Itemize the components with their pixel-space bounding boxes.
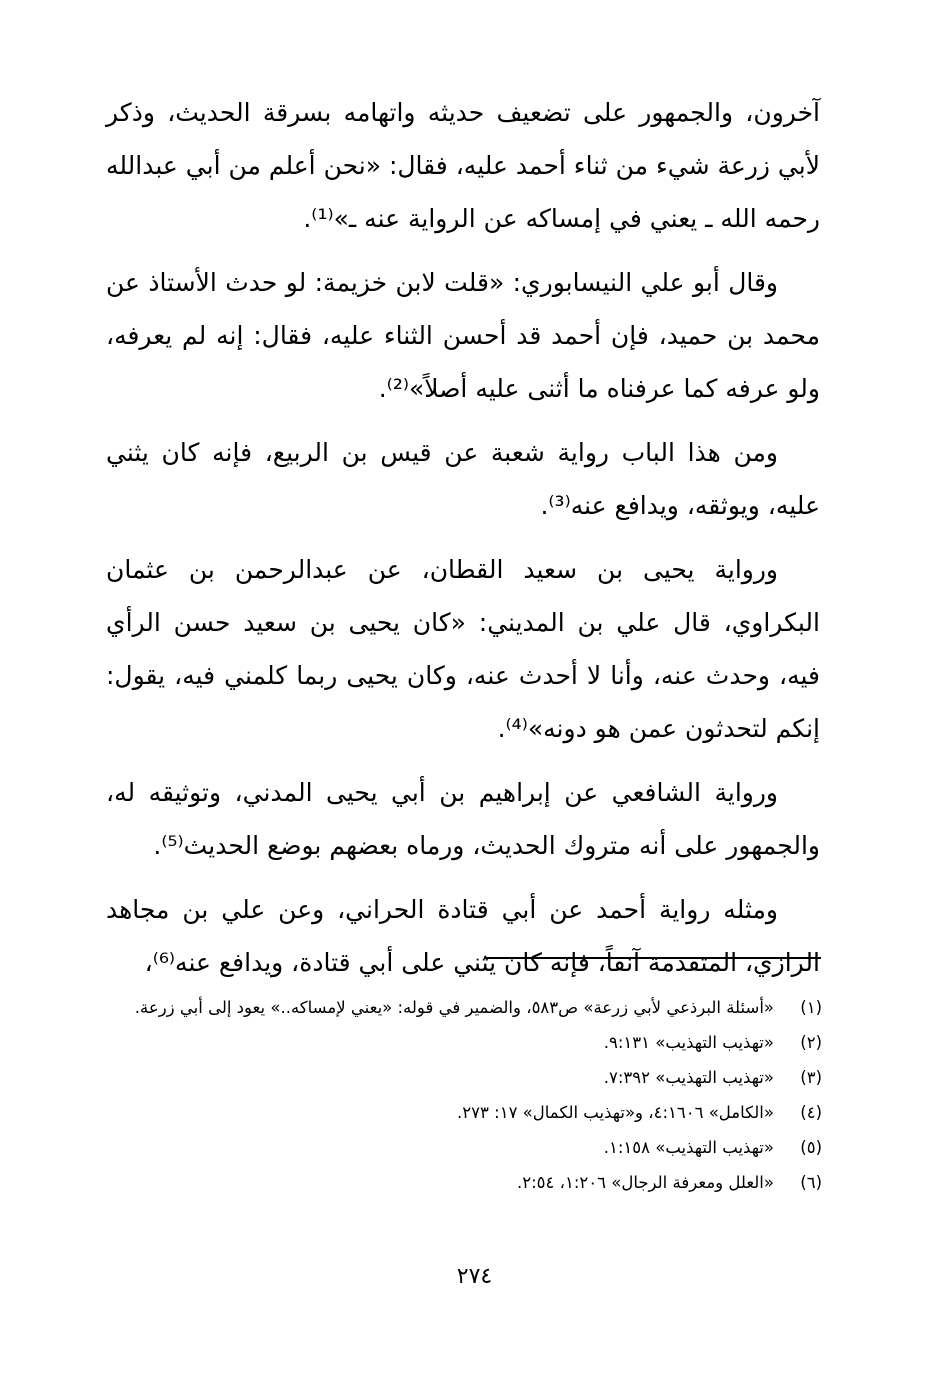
footnote-4 xyxy=(108,1095,822,1130)
page-number: ٢٧٤ xyxy=(456,1264,493,1289)
footnote-number: (٥) xyxy=(800,1138,822,1157)
footnote-number: (٣) xyxy=(800,1068,822,1087)
footnote-separator xyxy=(484,957,821,959)
footnote-number: (٤) xyxy=(800,1103,822,1122)
paragraph-2: وقال أبو علي النيسابوري: «قلت لابن خزيمة: لو حدث الأستاذ عن محمد بن حميد، فإن أحمد قد أحسن الثناء عليه، فقال: إنه لم يعرفه، ولو عرفه كما عرفناه ما أثنى عليه أصلاً»⁽²⁾. xyxy=(106,268,820,403)
footnote-text: «العلل ومعرفة الرجال» ١:٢٠٦، ٢:٥٤. xyxy=(517,1173,774,1192)
footnote-text: «أسئلة البرذعي لأبي زرعة» ص٥٨٣، والضمير في قوله: «يعني لإمساكه..» يعود إلى أبي زرعة. xyxy=(134,998,774,1017)
paragraph-3: ومن هذا الباب رواية شعبة عن قيس بن الربيع، فإنه كان يثني عليه، ويوثقه، ويدافع عنه⁽³⁾. xyxy=(106,438,820,520)
paragraph-6: ومثله رواية أحمد عن أبي قتادة الحراني، وعن علي بن مجاهد الرازي، المتقدمة آنفاً، فإنه كان يثني على أبي قتادة، ويدافع عنه⁽⁶⁾، xyxy=(106,895,820,977)
paragraph-5: ورواية الشافعي عن إبراهيم بن أبي يحيى المدني، وتوثيقه له، والجمهور على أنه متروك الحديث، ورماه بعضهم بوضع الحديث⁽⁵⁾. xyxy=(106,778,820,860)
footnote-1 xyxy=(108,990,822,1025)
footnote-3 xyxy=(108,1060,822,1095)
paragraph-4: ورواية يحيى بن سعيد القطان، عن عبدالرحمن بن عثمان البكراوي، قال علي بن المديني: «كان يحيى بن سعيد حسن الرأي فيه، وحدث عنه، وأنا لا أحدث عنه، وكان يحيى ربما كلمني فيه، يقول: إنكم لتحدثون عمن هو دونه»⁽⁴⁾. xyxy=(106,555,820,743)
footnote-2 xyxy=(108,1025,822,1060)
footnote-text: «الكامل» ٤:١٦٠٦، و«تهذيب الكمال» ١٧: ٢٧٣. xyxy=(457,1103,774,1122)
footnote-6 xyxy=(108,1165,822,1200)
footnote-5 xyxy=(108,1130,822,1165)
paragraph-1: آخرون، والجمهور على تضعيف حديثه واتهامه بسرقة الحديث، وذكر لأبي زرعة شيء من ثناء أحمد عليه، فقال: «نحن أعلم من أبي عبدالله رحمه الله ـ يعني في إمساكه عن الرواية عنه ـ»⁽¹⁾. xyxy=(106,98,820,233)
footnote-number: (١) xyxy=(800,998,822,1017)
footnote-text: «تهذيب التهذيب» ٧:٣٩٢. xyxy=(603,1068,774,1087)
main-text xyxy=(106,86,820,1000)
footnotes xyxy=(108,990,822,1200)
footnote-text: «تهذيب التهذيب» ٩:١٣١. xyxy=(603,1033,774,1052)
footnote-number: (٢) xyxy=(800,1033,822,1052)
footnote-number: (٦) xyxy=(800,1173,822,1192)
footnote-text: «تهذيب التهذيب» ١:١٥٨. xyxy=(603,1138,774,1157)
